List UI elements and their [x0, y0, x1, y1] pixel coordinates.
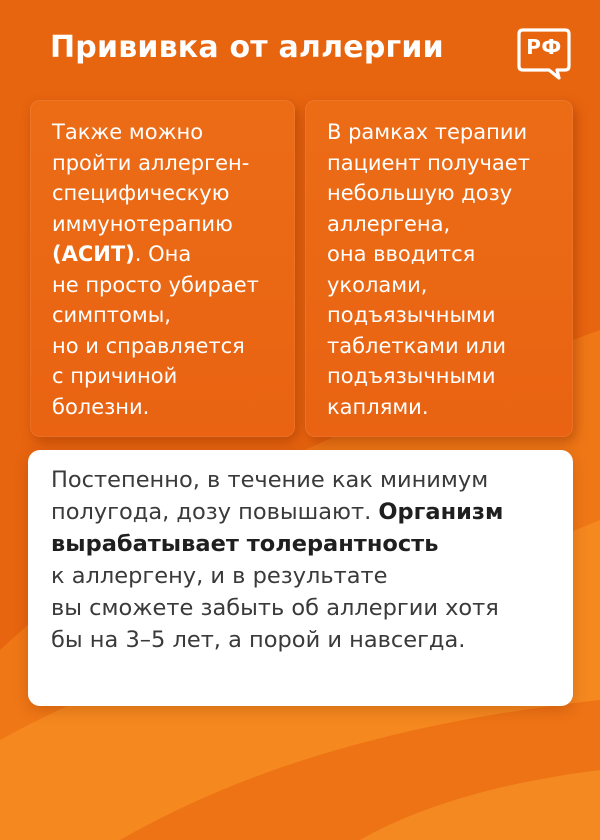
card-text-line: уколами, — [327, 272, 428, 297]
tolerance-info-card — [28, 450, 573, 706]
card-text-line: к аллергену, и в результате — [51, 563, 388, 589]
asit-info-card — [30, 100, 295, 437]
card-text-line: В рамках терапии — [327, 120, 528, 144]
therapy-method-card — [305, 100, 573, 437]
card-text-line: бы на 3–5 лет, а порой и навсегда. — [51, 627, 466, 653]
card-text-line: аллергена, — [327, 211, 451, 236]
card-text-line: симптомы, — [52, 303, 171, 327]
asit-abbreviation: (АСИТ) — [52, 242, 135, 266]
emphasis-text: Организм — [378, 499, 504, 525]
card-text-line: пройти аллерген- — [52, 150, 250, 175]
card-text-line: таблетками или — [327, 333, 507, 358]
rf-logo — [517, 28, 571, 80]
card-text-line: вы сможете забыть об аллергии хотя — [51, 595, 499, 621]
emphasis-text: вырабатывает толерантность — [51, 531, 439, 557]
card-text-line: Постепенно, в течение как минимум — [51, 467, 489, 493]
card-text-line: пациент получает — [327, 150, 530, 175]
card-text-line: Также можно — [52, 120, 204, 144]
card-text-line — [51, 496, 553, 528]
card-text-line: небольшую дозу — [327, 181, 513, 205]
card-text-line: болезни. — [52, 394, 150, 419]
logo-text: РФ — [526, 35, 562, 59]
card-text-line: специфическую — [52, 181, 230, 205]
card-text-line — [52, 239, 277, 270]
card-text-line: но и справляется — [52, 333, 245, 358]
page-title: Прививка от аллергии — [50, 30, 444, 65]
card-text-fragment: полугода, дозу повышают. — [51, 499, 379, 525]
card-text-line: с причиной — [52, 364, 178, 388]
card-text-fragment: . Она — [134, 242, 192, 266]
card-text-line: не просто убирает — [52, 272, 259, 297]
card-text-line: она вводится — [327, 242, 476, 266]
card-text-line: иммунотерапию — [52, 211, 233, 236]
card-text-line: каплями. — [327, 394, 429, 419]
card-text-line: подъязычными — [327, 303, 496, 327]
card-text-line: подъязычными — [327, 364, 496, 388]
